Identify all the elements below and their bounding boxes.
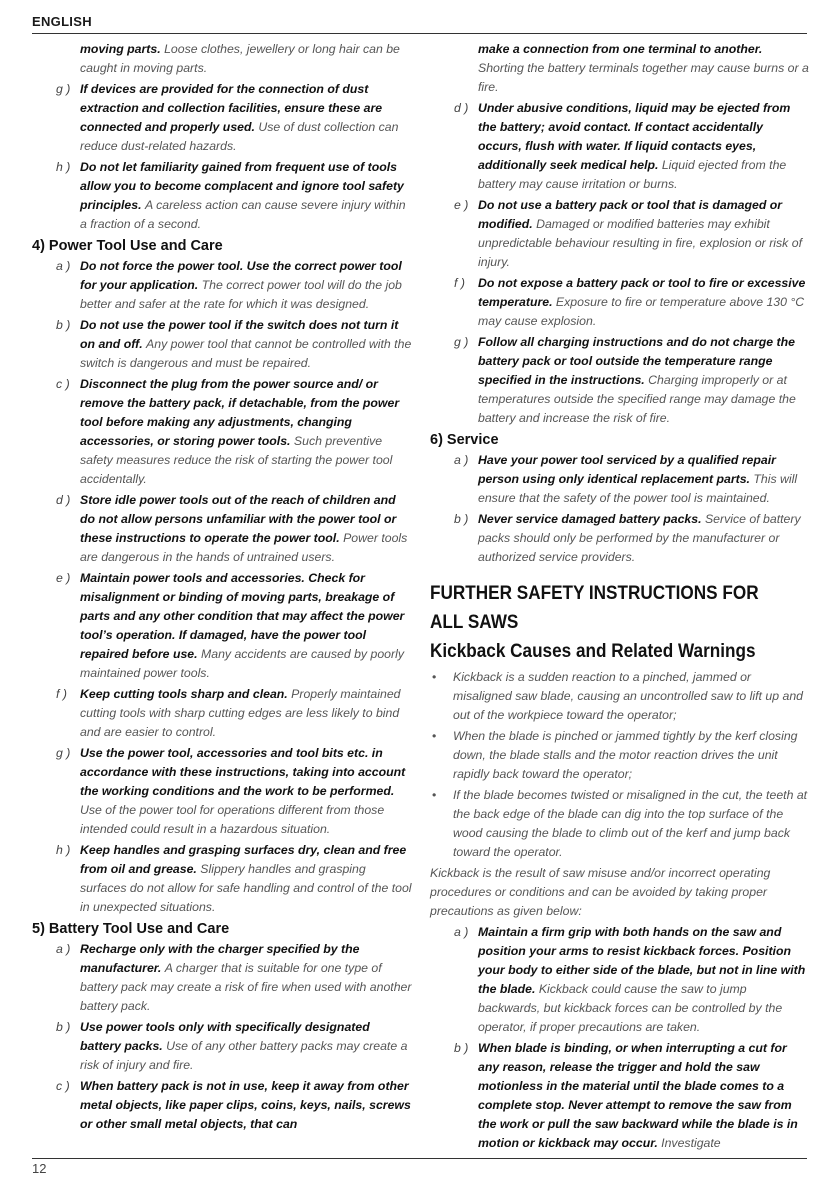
item-label: h ) xyxy=(56,160,71,174)
item-bold-text: Recharge only with the charger specified by the manufacturer. xyxy=(80,942,360,975)
title-line: ALL SAWS xyxy=(430,611,519,633)
item-label: e ) xyxy=(454,198,469,212)
item-text: The correct power tool will do the job better and safer at the rate for which it was designed. xyxy=(80,278,402,311)
item-bold-text: Do not expose a battery pack or tool to fire or excessive temperature. xyxy=(478,276,806,309)
further-safety-title xyxy=(430,579,764,637)
list-item xyxy=(32,1018,412,1075)
list-item xyxy=(430,510,810,567)
item-label: g ) xyxy=(56,746,71,760)
item-bold-text: make a connection from one terminal to another. xyxy=(478,42,763,56)
list-item xyxy=(430,99,810,194)
item-text: Kickback could cause the saw to jump backwards, but kickback forces can be controlled by the operator, if proper precautions are taken. xyxy=(478,982,783,1034)
item-bold-text: Do not let familiarity gained from frequent use of tools allow you to become complacent and ignore tool safety principles. xyxy=(80,160,404,212)
left-column xyxy=(32,40,412,1136)
item-label: b ) xyxy=(454,1041,469,1055)
item-bold-text: Use power tools only with specifically designated battery packs. xyxy=(80,1020,370,1053)
item-label: g ) xyxy=(56,82,71,96)
item-bold-text: Do not use the power tool if the switch does not turn it on and off. xyxy=(80,318,399,351)
item-text: Such preventive safety measures reduce the risk of starting the power tool accidentally. xyxy=(80,434,393,486)
item-text: Slippery handles and grasping surfaces do not allow for safe handling and control of the tool in unexpected situations. xyxy=(80,862,412,914)
item-label: g ) xyxy=(454,335,469,349)
item-label: d ) xyxy=(454,101,469,115)
item-bold-text: When blade is binding, or when interrupting a cut for any reason, release the trigger and hold the saw motionless in the material until the blade comes to a complete stop. Never attempt to remove the saw from the work or pull the saw backward while the blade is in motion or kickback may occur. xyxy=(478,1041,798,1150)
item-bold-text: Maintain a firm grip with both hands on the saw and position your arms to resist kickback forces. Position your body to either side of the blade, but not in line with the blade. xyxy=(478,925,806,996)
item-bold-text: Keep handles and grasping surfaces dry, clean and free from oil and grease. xyxy=(80,843,407,876)
item-bold-text: If devices are provided for the connection of dust extraction and collection facilities, ensure these are connected and properly used. xyxy=(80,82,383,134)
list-item-h xyxy=(32,158,412,234)
item-text: Any power tool that cannot be controlled with the switch is dangerous and must be repaired. xyxy=(80,337,412,370)
item-label: a ) xyxy=(56,942,71,956)
item-bold-text: Under abusive conditions, liquid may be ejected from the battery; avoid contact. If contact accidentally occurs, flush with water. If liquid contacts eyes, additionally seek medical help. xyxy=(478,101,791,172)
item-label: e ) xyxy=(56,571,71,585)
kickback-subtitle: Kickback Causes and Related Warnings xyxy=(430,640,756,662)
item-text: Properly maintained cutting tools with sharp cutting edges are less likely to bind and are easier to control. xyxy=(80,687,401,739)
footer-divider xyxy=(32,1158,807,1159)
list-item xyxy=(430,923,810,1037)
item-bold-text: Disconnect the plug from the power source and/ or remove the battery pack, if detachable, from the power tool before making any adjustments, changing accessories, or storing power tools. xyxy=(80,377,400,448)
item-label: c ) xyxy=(56,1079,70,1093)
list-item xyxy=(32,841,412,917)
item-bold-text: Have your power tool serviced by a qualified repair person using only identical replacement parts. xyxy=(478,453,776,486)
item-label: f ) xyxy=(454,276,465,290)
item-bold-text: Never service damaged battery packs. xyxy=(478,512,702,526)
item-label: h ) xyxy=(56,843,71,857)
item-bold-text: Follow all charging instructions and do not charge the battery pack or tool outside the temperature range specified in the instructions. xyxy=(478,335,796,387)
continued-item xyxy=(430,40,810,97)
bullet-text: Kickback is a sudden reaction to a pinched, jammed or misaligned saw blade, causing an uncontrolled saw to lift up and out of the workpiece toward the operator; xyxy=(453,670,803,722)
item-label: a ) xyxy=(454,925,469,939)
item-text: Shorting the battery terminals together may cause burns or a fire. xyxy=(478,61,809,94)
item-text: Power tools are dangerous in the hands of untrained users. xyxy=(80,531,408,564)
bullet-icon: • xyxy=(432,788,437,802)
list-item xyxy=(430,274,810,331)
section-heading-service: 6) Service xyxy=(430,432,499,448)
section-heading-battery-tool-use: 5) Battery Tool Use and Care xyxy=(32,921,230,937)
item-text: Damaged or modified batteries may exhibit unpredictable behaviour resulting in fire, explosion or risk of injury. xyxy=(478,217,802,269)
header-divider xyxy=(32,33,807,34)
item-text: Use of any other battery packs may create a risk of injury and fire. xyxy=(80,1039,408,1072)
bullet-item xyxy=(430,786,810,862)
list-item xyxy=(430,333,810,428)
list-item xyxy=(430,196,810,272)
continued-item xyxy=(32,40,412,78)
item-text: Exposure to fire or temperature above 130 °C may cause explosion. xyxy=(478,295,805,328)
list-item xyxy=(32,569,412,683)
right-column xyxy=(430,40,810,1155)
item-bold-text: Store idle power tools out of the reach of children and do not allow persons unfamiliar with the power tool or these instructions to operate the power tool. xyxy=(80,493,397,545)
bullet-icon: • xyxy=(432,670,437,684)
item-text: A careless action can cause severe injury within a fraction of a second. xyxy=(80,198,406,231)
list-item xyxy=(430,451,810,508)
kickback-paragraph: Kickback is the result of saw misuse and/or incorrect operating procedures or conditions and can be avoided by taking proper precautions as given below: xyxy=(430,866,771,918)
item-bold-text: When battery pack is not in use, keep it away from other metal objects, like paper clips, coins, keys, nails, screws or other small metal objects, that can xyxy=(80,1079,411,1131)
list-item xyxy=(32,1077,412,1134)
item-label: b ) xyxy=(56,1020,71,1034)
item-text: This will ensure that the safety of the power tool is maintained. xyxy=(478,472,798,505)
list-item xyxy=(32,744,412,839)
bullet-item xyxy=(430,668,810,725)
item-bold-text: Keep cutting tools sharp and clean. xyxy=(80,687,288,701)
page-number: 12 xyxy=(32,1161,47,1176)
item-text: A charger that is suitable for one type of battery pack may create a risk of fire when used with another battery pack. xyxy=(80,961,412,1013)
list-item-g xyxy=(32,80,412,156)
item-label: f ) xyxy=(56,687,67,701)
list-item xyxy=(32,257,412,314)
item-text: Loose clothes, jewellery or long hair can be caught in moving parts. xyxy=(80,42,400,75)
bullet-icon: • xyxy=(432,729,437,743)
list-item xyxy=(32,685,412,742)
title-line: FURTHER SAFETY INSTRUCTIONS FOR xyxy=(430,582,759,604)
item-label: a ) xyxy=(56,259,71,273)
item-text: Charging improperly or at temperatures outside the specified range may damage the battery and increase the risk of fire. xyxy=(478,373,796,425)
bullet-item xyxy=(430,727,810,784)
item-label: b ) xyxy=(56,318,71,332)
item-label: c ) xyxy=(56,377,70,391)
item-bold-text: Maintain power tools and accessories. Check for misalignment or binding of moving parts, breakage of parts and any other condition that may affect the power tool’s operation. If damaged, have the power tool repaired before use. xyxy=(80,571,405,661)
list-item xyxy=(32,375,412,489)
list-item xyxy=(32,316,412,373)
item-label: a ) xyxy=(454,453,469,467)
item-text: Many accidents are caused by poorly maintained power tools. xyxy=(80,647,404,680)
item-bold-text: moving parts. xyxy=(80,42,161,56)
language-header: ENGLISH xyxy=(32,14,92,29)
item-label: d ) xyxy=(56,493,71,507)
list-item xyxy=(32,940,412,1016)
item-text: Service of battery packs should only be performed by the manufacturer or authorized service providers. xyxy=(478,512,801,564)
bullet-text: When the blade is pinched or jammed tightly by the kerf closing down, the blade stalls and the motor reaction drives the unit rapidly back toward the operator; xyxy=(453,729,798,781)
item-bold-text: Do not force the power tool. Use the correct power tool for your application. xyxy=(80,259,402,292)
list-item xyxy=(430,1039,810,1153)
item-text: Investigate xyxy=(661,1136,721,1150)
item-text: Use of the power tool for operations different from those intended could result in a hazardous situation. xyxy=(80,803,385,836)
list-item xyxy=(32,491,412,567)
item-bold-text: Use the power tool, accessories and tool bits etc. in accordance with these instructions, taking into account the working conditions and the work to be performed. xyxy=(80,746,406,798)
bullet-text: If the blade becomes twisted or misaligned in the cut, the teeth at the back edge of the blade can dig into the top surface of the wood causing the blade to climb out of the kerf and jump back toward the operator. xyxy=(453,788,808,859)
item-text: Liquid ejected from the battery may cause irritation or burns. xyxy=(478,158,787,191)
item-bold-text: Do not use a battery pack or tool that is damaged or modified. xyxy=(478,198,783,231)
item-label: b ) xyxy=(454,512,469,526)
section-heading-power-tool-use: 4) Power Tool Use and Care xyxy=(32,238,223,254)
item-text: Use of dust collection can reduce dust-related hazards. xyxy=(80,120,399,153)
